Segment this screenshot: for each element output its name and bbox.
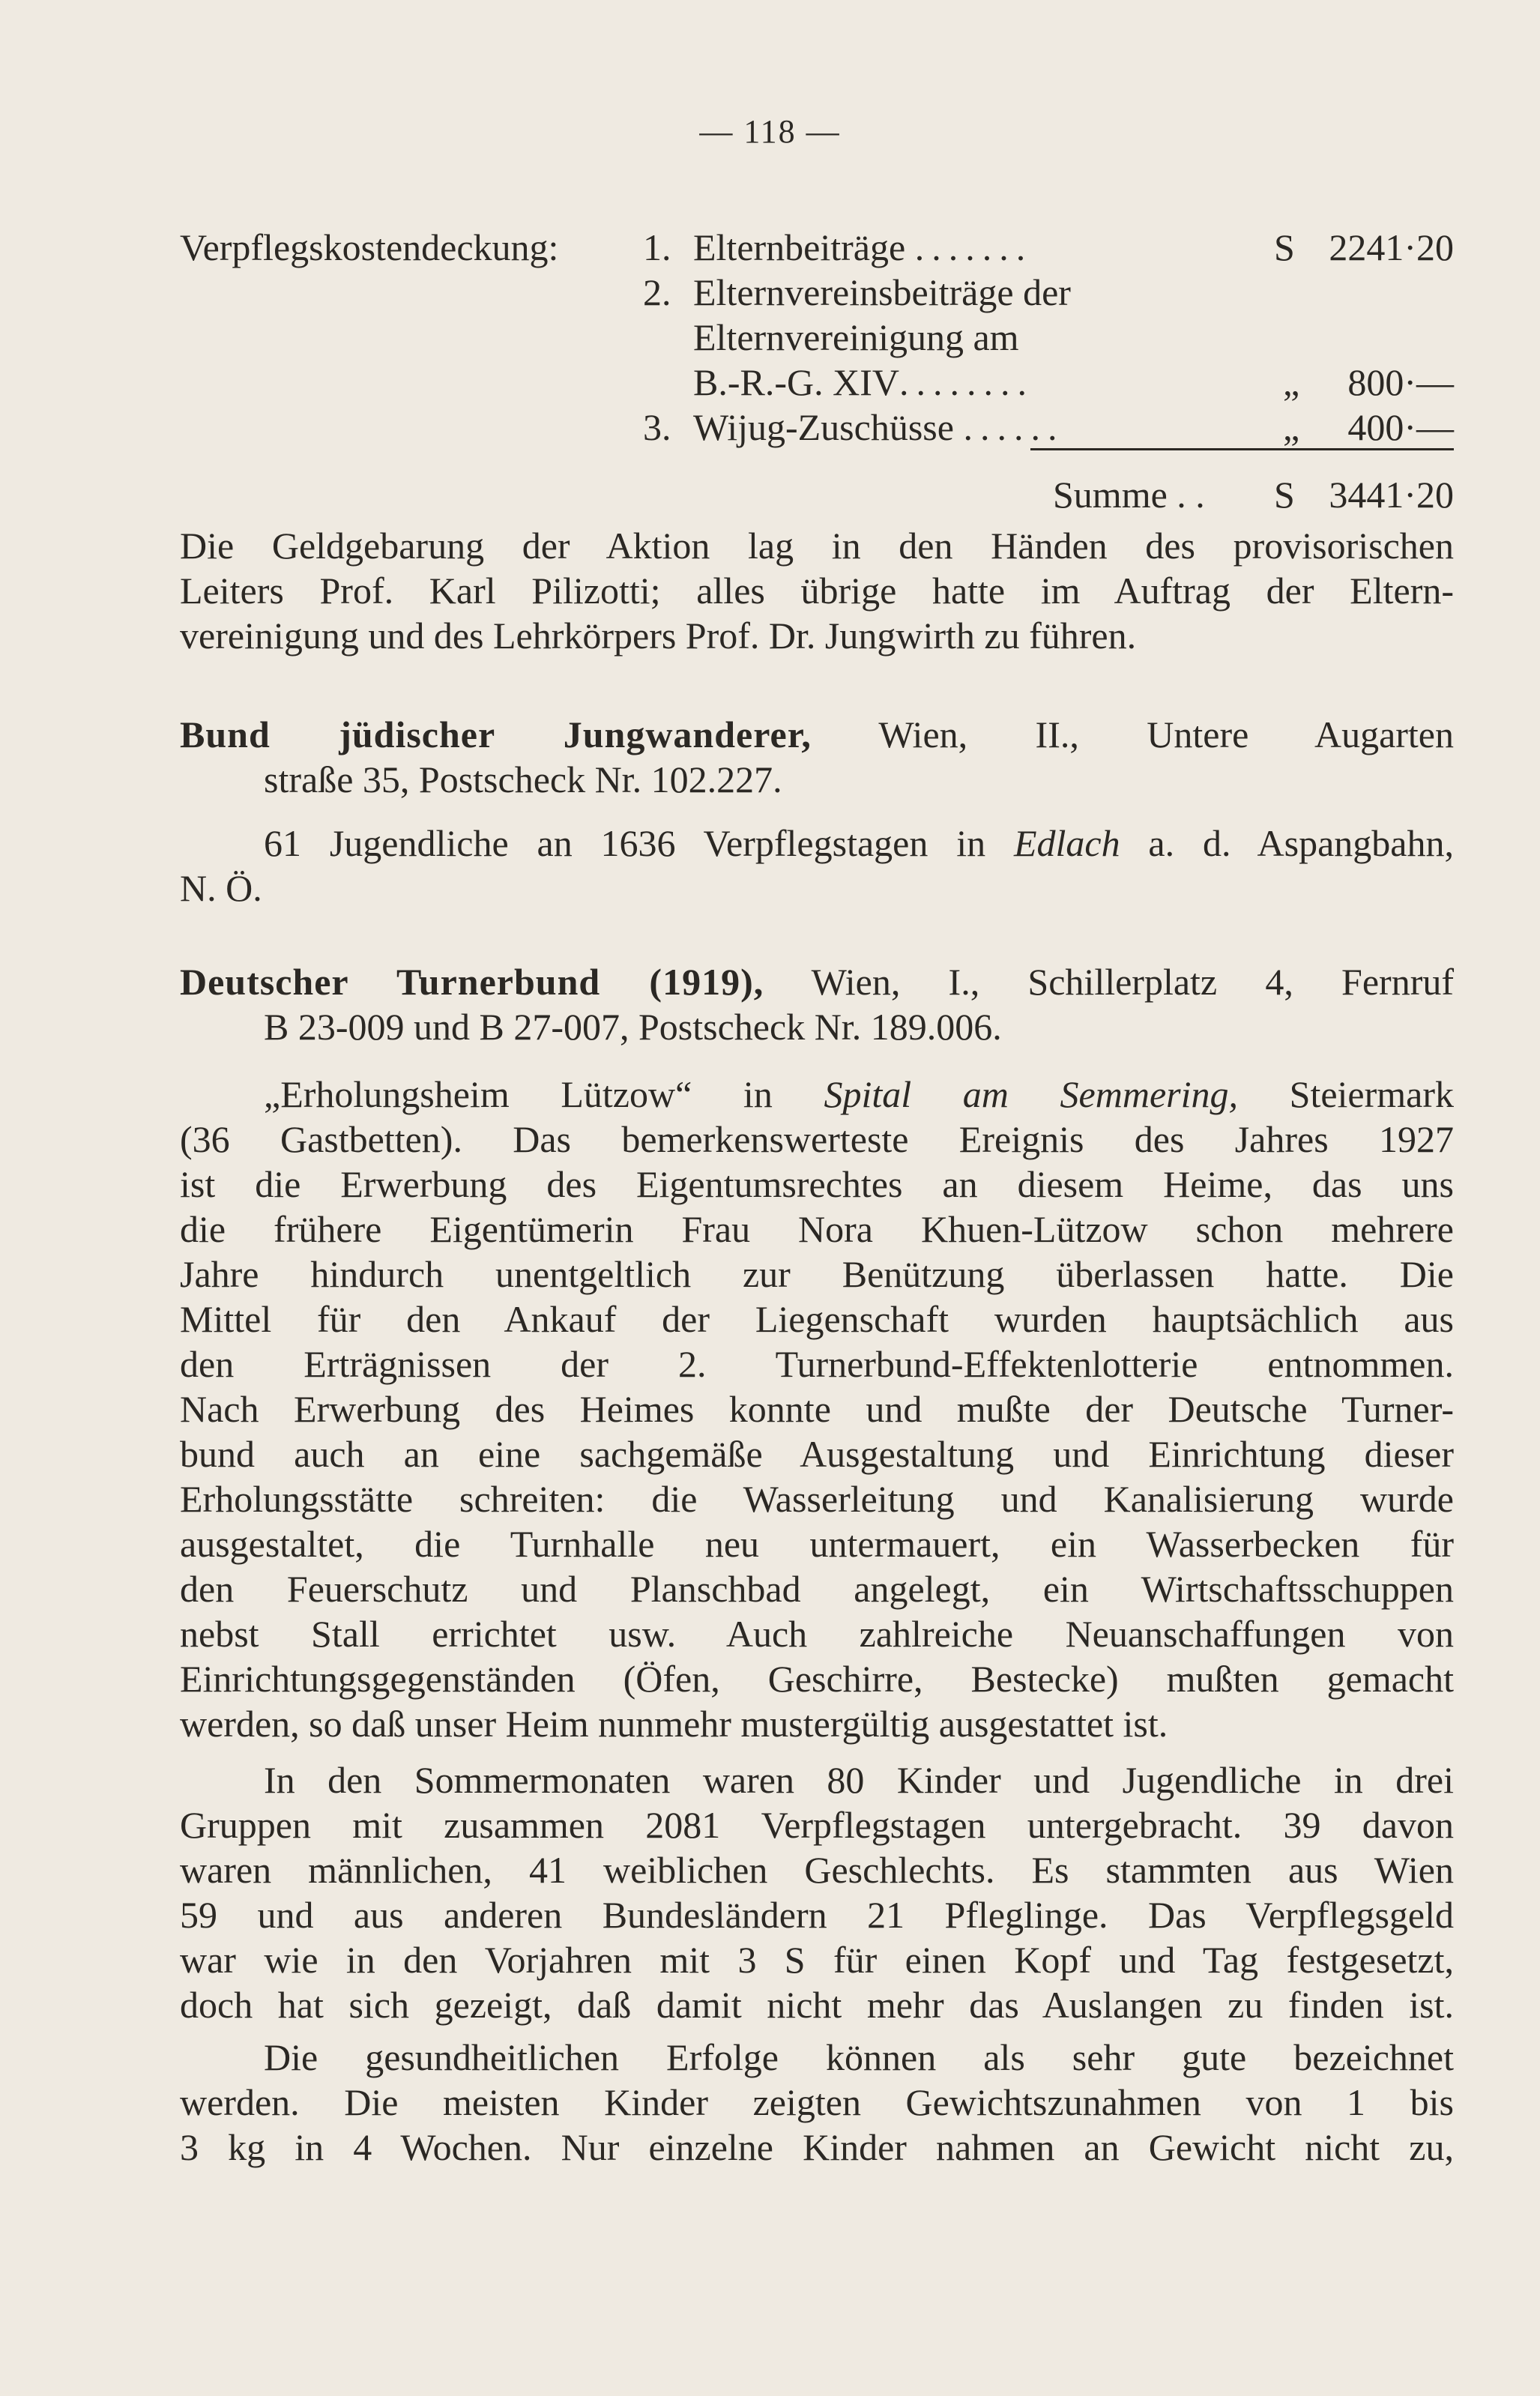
row-2-label-line2: Elternvereinigung am [693,316,1019,358]
para3-line: 59 und aus anderen Bundesländern 21 Pfleglinge. Das Verpflegsgeld [180,1894,1454,1936]
para2-line: Erholungsstätte schreiten: die Wasserleitung und Kanalisierung wurde [180,1478,1454,1520]
para2-line: den Erträgnissen der 2. Turnerbund-Effektenlotterie entnommen. [180,1343,1454,1385]
row-1-label: Elternbeiträge ....... [693,226,1033,268]
para1-line2: Leiters Prof. Karl Pilizotti; alles übrige hatte im Auftrag der Eltern- [180,570,1454,612]
para2-line: die frühere Eigentümerin Frau Nora Khuen-Lützow schon mehrere [180,1208,1454,1250]
sum-label: Summe . . [1053,474,1205,516]
bund-address: straße 35, Postscheck Nr. 102.227. [264,758,782,800]
para2-line: Mittel für den Ankauf der Liegenschaft wurden hauptsächlich aus [180,1298,1454,1340]
row-3-currency: „ [1283,406,1300,448]
sum-rule [1030,448,1454,450]
para1-line1: Die Geldgebarung der Aktion lag in den Händen des provisorischen [180,525,1454,567]
para1-line3: vereinigung und des Lehrkörpers Prof. Dr. Jungwirth zu führen. [180,615,1137,657]
row-2-label-line3: B.-R.-G. XIV........ [693,361,1034,403]
para2-line: Einrichtungsgegenständen (Öfen, Geschirre, Bestecke) mußten gemacht [180,1658,1454,1700]
para2-line: den Feuerschutz und Planschbad angelegt, ein Wirtschaftsschuppen [180,1568,1454,1610]
row-2-currency: „ [1283,361,1300,403]
row-2-number: 2. [643,271,671,313]
para2-line: ist die Erwerbung des Eigentumsrechtes an diesem Heime, das uns [180,1163,1454,1205]
bund-para-line2: N. Ö. [180,867,262,909]
para3-line: war wie in den Vorjahren mit 3 S für einen Kopf und Tag festgesetzt, [180,1939,1454,1981]
para3-line: Gruppen mit zusammen 2081 Verpflegstagen untergebracht. 39 davon [180,1804,1454,1846]
para4-line: 3 kg in 4 Wochen. Nur einzelne Kinder nahmen an Gewicht nicht zu, [180,2126,1454,2168]
turner-address: B 23-009 und B 27-007, Postscheck Nr. 189.006. [264,1006,1002,1048]
para4-line1: Die gesundheitlichen Erfolge können als sehr gute bezeichnet [264,2036,1454,2078]
row-2-amount: 800·— [1347,361,1454,403]
para3-line1: In den Sommermonaten waren 80 Kinder und Jugendliche in drei [264,1759,1454,1801]
row-3-amount: 400·— [1347,406,1454,448]
place-edlach: Edlach [1013,822,1120,864]
row-1-currency: S [1274,226,1295,268]
place-spital: Spital am Semmering, [824,1073,1238,1115]
para3-line: waren männlichen, 41 weiblichen Geschlechts. Es stammten aus Wien [180,1849,1454,1891]
row-2-label-line1: Elternvereinsbeiträge der [693,271,1071,313]
table-heading: Verpflegskostendeckung: [180,226,559,268]
para3-line: doch hat sich gezeigt, daß damit nicht mehr das Auslangen zu finden ist. [180,1984,1454,2026]
para2-line: nebst Stall errichtet usw. Auch zahlreiche Neuanschaffungen von [180,1613,1454,1655]
para2-line: (36 Gastbetten). Das bemerkenswerteste Ereignis des Jahres 1927 [180,1118,1454,1160]
para2-line1: „Erholungsheim Lützow“ in Spital am Semmering, Steiermark [264,1073,1455,1115]
row-3-number: 3. [643,406,671,448]
para2-line: ausgestaltet, die Turnhalle neu untermauert, ein Wasserbecken für [180,1523,1454,1565]
para2-line: Nach Erwerbung des Heimes konnte und mußte der Deutsche Turner- [180,1388,1454,1430]
para2-line: bund auch an eine sachgemäße Ausgestaltung und Einrichtung dieser [180,1433,1454,1475]
row-1-number: 1. [643,226,671,268]
bund-para-line1: 61 Jugendliche an 1636 Verpflegstagen in Edlach a. d. Aspangbahn, [264,822,1454,864]
turner-heading-line: Deutscher Turnerbund (1919), Wien, I., Schillerplatz 4, Fernruf [180,961,1455,1003]
row-3-label: Wijug-Zuschüsse ...... [693,406,1065,448]
para2-line: Jahre hindurch unentgeltlich zur Benützung überlassen hatte. Die [180,1253,1454,1295]
para4-line: werden. Die meisten Kinder zeigten Gewichtszunahmen von 1 bis [180,2081,1454,2123]
turner-name: Deutscher Turnerbund (1919), [180,961,764,1003]
sum-currency: S [1274,474,1295,516]
para2-last-line: werden, so daß unser Heim nunmehr mustergültig ausgestattet ist. [180,1703,1168,1745]
bund-heading-line: Bund jüdischer Jungwanderer, Wien, II., Untere Augarten [180,713,1455,755]
sum-amount: 3441·20 [1329,474,1454,516]
row-1-amount: 2241·20 [1329,226,1454,268]
page-number: — 118 — [699,113,841,150]
bund-name: Bund jüdischer Jungwanderer, [180,713,812,755]
